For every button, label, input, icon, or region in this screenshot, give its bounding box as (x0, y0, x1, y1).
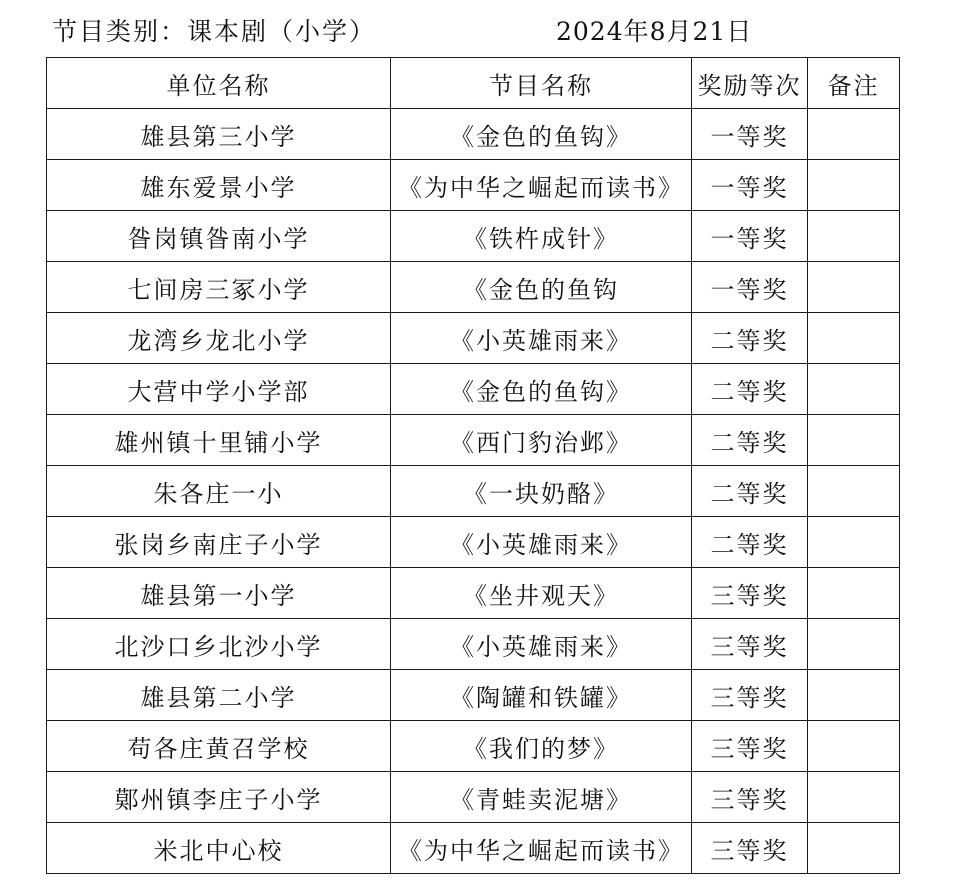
unit-cell: 张岗乡南庄子小学 (47, 517, 391, 568)
award-cell: 二等奖 (692, 517, 808, 568)
table-header-row (47, 58, 900, 109)
table-row (47, 466, 900, 517)
program-cell: 《陶罐和铁罐》 (391, 670, 692, 721)
program-cell: 《西门豹治邺》 (391, 415, 692, 466)
program-cell: 《小英雄雨来》 (391, 313, 692, 364)
award-cell: 二等奖 (692, 415, 808, 466)
note-cell (808, 619, 900, 670)
document-header (52, 14, 932, 50)
program-cell: 《小英雄雨来》 (391, 517, 692, 568)
document-date: 2024年8月21日 (556, 17, 753, 46)
table-row (47, 109, 900, 160)
note-cell (808, 109, 900, 160)
table-row (47, 568, 900, 619)
award-cell: 三等奖 (692, 619, 808, 670)
award-cell: 三等奖 (692, 670, 808, 721)
unit-cell: 昝岗镇昝南小学 (47, 211, 391, 262)
note-cell (808, 262, 900, 313)
program-cell: 《我们的梦》 (391, 721, 692, 772)
note-cell (808, 313, 900, 364)
program-cell: 《金色的鱼钩》 (391, 109, 692, 160)
category-label: 节目类别： (52, 17, 188, 46)
note-cell (808, 823, 900, 874)
award-cell: 三等奖 (692, 772, 808, 823)
award-cell: 二等奖 (692, 313, 808, 364)
unit-cell: 七间房三冢小学 (47, 262, 391, 313)
category-value: 课本剧（小学） (187, 17, 377, 46)
award-cell: 一等奖 (692, 262, 808, 313)
unit-cell: 雄县第二小学 (47, 670, 391, 721)
unit-cell: 龙湾乡龙北小学 (47, 313, 391, 364)
unit-cell: 米北中心校 (47, 823, 391, 874)
program-cell: 《铁杵成针》 (391, 211, 692, 262)
unit-cell: 朱各庄一小 (47, 466, 391, 517)
note-cell (808, 160, 900, 211)
unit-cell: 鄚州镇李庄子小学 (47, 772, 391, 823)
program-category (52, 14, 376, 50)
note-cell (808, 568, 900, 619)
note-cell (808, 211, 900, 262)
award-cell: 三等奖 (692, 568, 808, 619)
award-cell: 一等奖 (692, 109, 808, 160)
table-row (47, 721, 900, 772)
award-cell: 二等奖 (692, 466, 808, 517)
unit-cell: 苟各庄黄召学校 (47, 721, 391, 772)
note-cell (808, 772, 900, 823)
table-row (47, 160, 900, 211)
award-cell: 一等奖 (692, 160, 808, 211)
program-cell: 《坐井观天》 (391, 568, 692, 619)
note-cell (808, 364, 900, 415)
table-row (47, 517, 900, 568)
program-cell: 《金色的鱼钩 (391, 262, 692, 313)
program-cell: 《小英雄雨来》 (391, 619, 692, 670)
column-header-program: 节目名称 (391, 58, 692, 109)
program-cell: 《一块奶酪》 (391, 466, 692, 517)
program-cell: 《为中华之崛起而读书》 (391, 823, 692, 874)
note-cell (808, 670, 900, 721)
awards-table (46, 57, 900, 874)
note-cell (808, 415, 900, 466)
award-cell: 一等奖 (692, 211, 808, 262)
award-cell: 二等奖 (692, 364, 808, 415)
column-header-note: 备注 (808, 58, 900, 109)
program-cell: 《为中华之崛起而读书》 (391, 160, 692, 211)
table-row (47, 415, 900, 466)
note-cell (808, 517, 900, 568)
award-cell: 三等奖 (692, 823, 808, 874)
table-row (47, 364, 900, 415)
table-row (47, 313, 900, 364)
table-row (47, 211, 900, 262)
note-cell (808, 721, 900, 772)
note-cell (808, 466, 900, 517)
column-header-award: 奖励等次 (692, 58, 808, 109)
column-header-unit: 单位名称 (47, 58, 391, 109)
table-row (47, 619, 900, 670)
table-row (47, 670, 900, 721)
unit-cell: 雄州镇十里铺小学 (47, 415, 391, 466)
award-cell: 三等奖 (692, 721, 808, 772)
table-row (47, 823, 900, 874)
unit-cell: 北沙口乡北沙小学 (47, 619, 391, 670)
unit-cell: 雄县第三小学 (47, 109, 391, 160)
program-cell: 《青蛙卖泥塘》 (391, 772, 692, 823)
unit-cell: 雄县第一小学 (47, 568, 391, 619)
program-cell: 《金色的鱼钩》 (391, 364, 692, 415)
table-row (47, 772, 900, 823)
unit-cell: 大营中学小学部 (47, 364, 391, 415)
table-row (47, 262, 900, 313)
unit-cell: 雄东爱景小学 (47, 160, 391, 211)
